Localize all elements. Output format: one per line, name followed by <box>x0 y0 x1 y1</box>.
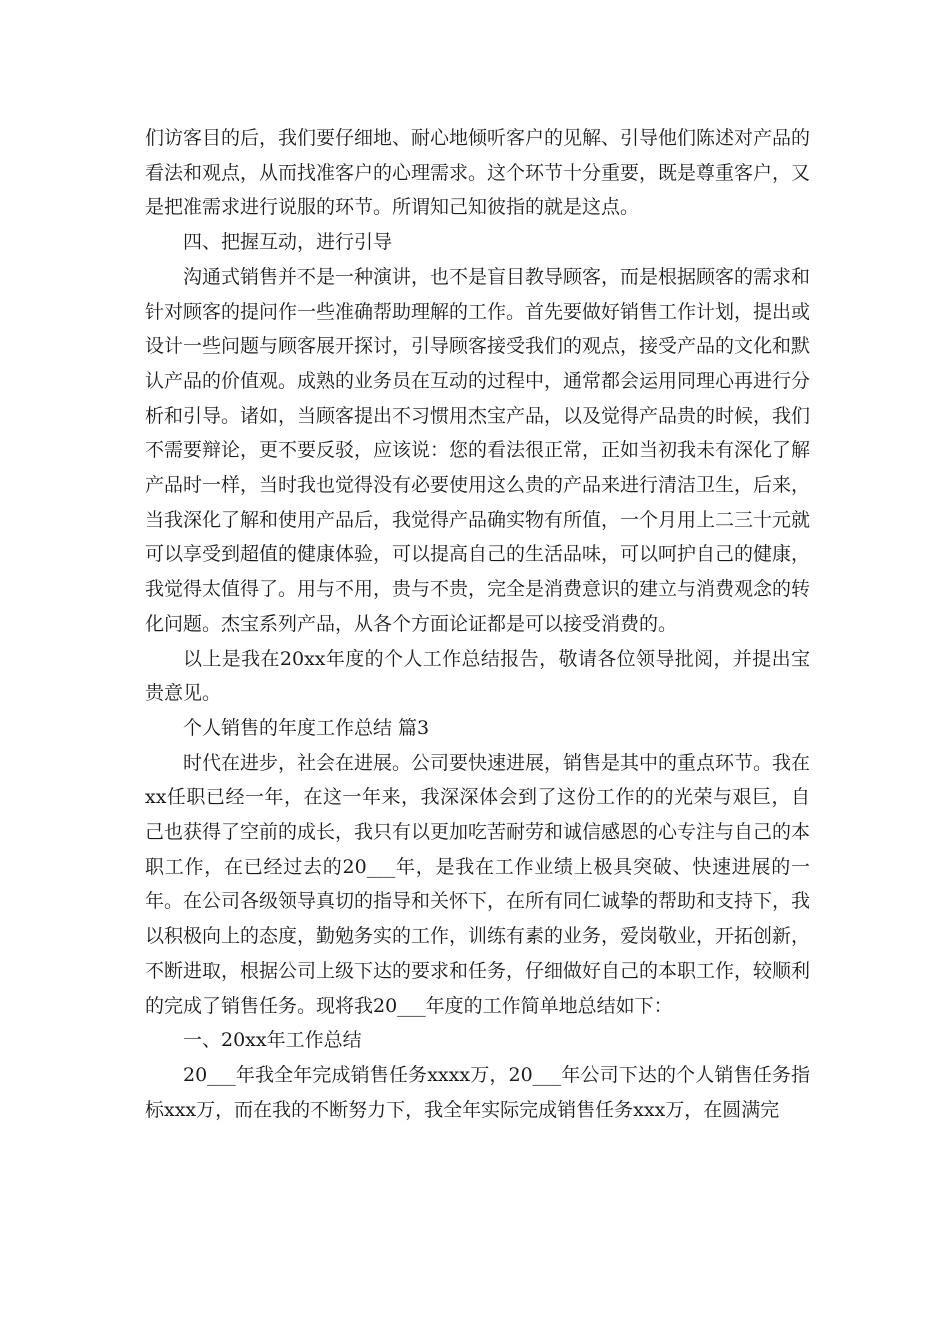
paragraph-intro: 时代在进步，社会在进展。公司要快速进展，销售是其中的重点环节。我在xx任职已经一年，在这一年来，我深深体会到了这份工作的的光荣与艰巨，自己也获得了空前的成长，我只有以更加吃苦耐劳和诚信感恩的心专注与自己的本职工作，在已经过去的20___年，是我在工作业绩上极具突破、快速进展的一年。在公司各级领导真切的指导和关怀下，在所有同仁诚挚的帮助和支持下，我以积极向上的态度，勤勉务实的工作，训练有素的业务，爱岗敬业，开拓创新，不断进取，根据公司上级下达的要求和任务，仔细做好自己的本职工作，较顺利的完成了销售任务。现将我20___年度的工作简单地总结如下： <box>145 751 811 1017</box>
article-title: 个人销售的年度工作总结 篇3 <box>183 716 430 739</box>
paragraph-closing: 以上是我在20xx年度的个人工作总结报告，敬请各位领导批阅，并提出宝贵意见。 <box>145 647 810 705</box>
section-heading-1: 一、20xx年工作总结 <box>183 1029 362 1052</box>
section-heading-4: 四、把握互动，进行引导 <box>183 231 393 254</box>
paragraph-continued: 们访客目的后，我们要仔细地、耐心地倾听客户的见解、引导他们陈述对产品的看法和观点，从而找准客户的心理需求。这个环节十分重要，既是尊重客户，又是把准需求进行说服的环节。所谓知己知彼指的就是这点。 <box>145 127 811 219</box>
document-body <box>145 121 810 1127</box>
paragraph: 沟通式销售并不是一种演讲，也不是盲目教导顾客，而是根据顾客的需求和针对顾客的提问作一些准确帮助理解的工作。首先要做好销售工作计划，提出或设计一些问题与顾客展开探讨，引导顾客接受我们的观点，接受产品的文化和默认产品的价值观。成熟的业务员在互动的过程中，通常都会运用同理心再进行分析和引导。诸如，当顾客提出不习惯用杰宝产品，以及觉得产品贵的时候，我们不需要辩论，更不要反驳，应该说：您的看法很正常，正如当初我未有深化了解产品时一样，当时我也觉得没有必要使用这么贵的产品来进行清洁卫生，后来，当我深化了解和使用产品后，我觉得产品确实物有所值，一个月用上二三十元就可以享受到超值的健康体验，可以提高自己的生活品味，可以呵护自己的健康，我觉得太值得了。用与不用，贵与不贵，完全是消费意识的建立与消费观念的转化问题。杰宝系列产品，从各个方面论证都是可以接受消费的。 <box>145 265 811 635</box>
paragraph: 20___年我全年完成销售任务xxxx万，20___年公司下达的个人销售任务指标xxx万，而在我的不断努力下，我全年实际完成销售任务xxx万，在圆满完 <box>145 1063 810 1121</box>
